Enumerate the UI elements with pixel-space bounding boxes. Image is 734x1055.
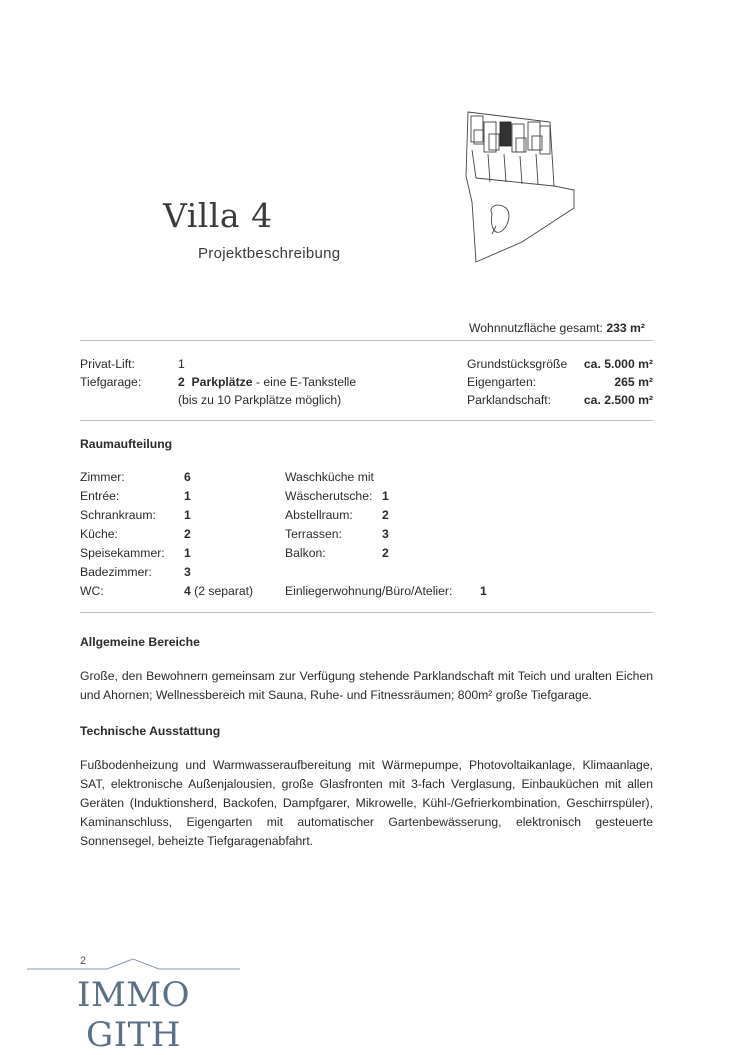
living-area <box>469 321 645 335</box>
garage-value-bold: 2 Parkplätze <box>178 375 253 389</box>
room-label: Balkon: <box>285 546 326 560</box>
room-value-text: 2 <box>184 527 191 541</box>
garage-value-rest: - eine E-Tankstelle <box>252 375 357 389</box>
room-label: Schrankraum: <box>80 508 156 522</box>
park-value-text: ca. 2.500 m² <box>583 393 653 407</box>
page-subtitle: Projektbeschreibung <box>198 245 341 262</box>
tech-text: Fußbodenheizung und Warmwasseraufbereitung mit Wärmepumpe, Photovoltaikanlage, Klimaanlage, SAT, elektronische Außenjalousien, große Glasfronten mit 3-fach Verglasung, Einbauküchen mit allen Geräten (Induktionsherd, Backofen, Dampfgarer, Mikrowelle, Kühl-/Gefrierkombination, Geschirrspüler), Kaminanschluss, Eigengarten mit automatischer Gartenbewässerung, elektronisch gesteuerte Sonnensegel, beheizte Tiefgaragenabfahrt. <box>80 758 653 848</box>
garage-label: Tiefgarage: <box>80 375 142 389</box>
room-value <box>382 527 389 541</box>
divider <box>80 612 653 613</box>
room-value-text: 3 <box>184 565 191 579</box>
room-value <box>184 508 191 522</box>
page-title: Villa 4 <box>163 196 273 235</box>
room-value <box>184 584 253 598</box>
room-value-text: 1 <box>184 508 191 522</box>
room-value-text: 2 <box>382 546 389 560</box>
garage-value <box>178 375 356 389</box>
logo-roof-icon <box>27 955 240 971</box>
rooms-heading: Raumaufteilung <box>80 437 173 451</box>
room-label: Wäscherutsche: <box>285 489 373 503</box>
room-label: Einliegerwohnung/Büro/Atelier: <box>285 584 453 598</box>
room-value <box>382 489 389 503</box>
room-value-text: 2 <box>382 508 389 522</box>
room-label: Badezimmer: <box>80 565 152 579</box>
room-value <box>184 546 191 560</box>
common-heading: Allgemeine Bereiche <box>80 635 200 649</box>
garage-note: (bis zu 10 Parkplätze möglich) <box>178 393 342 407</box>
room-label: Abstellraum: <box>285 508 353 522</box>
room-value-text: 1 <box>480 584 487 598</box>
lift-value: 1 <box>178 357 185 371</box>
park-value <box>560 393 653 407</box>
room-value-text: 1 <box>184 489 191 503</box>
divider <box>80 420 653 421</box>
room-value <box>480 584 487 598</box>
room-label: Speisekammer: <box>80 546 165 560</box>
room-value-text: 4 <box>184 584 191 598</box>
room-label: Entrée: <box>80 489 120 503</box>
divider <box>80 340 653 341</box>
garden-label: Eigengarten: <box>467 375 537 389</box>
living-area-label: Wohnnutzfläche gesamt: <box>469 321 603 335</box>
living-area-value: 233 m² <box>606 321 645 335</box>
garden-value <box>560 375 653 389</box>
room-value-text: 1 <box>382 489 389 503</box>
room-value <box>382 546 389 560</box>
room-label: WC: <box>80 584 104 598</box>
common-text: Große, den Bewohnern gemeinsam zur Verfügung stehende Parklandschaft mit Teich und uralten Eichen und Ahornen; Wellnessbereich mit Sauna, Ruhe- und Fitnessräumen; 800m² große Tiefgarage. <box>80 669 653 702</box>
garden-value-text: 265 m² <box>614 375 653 389</box>
park-label: Parklandschaft: <box>467 393 552 407</box>
room-value <box>184 470 191 484</box>
room-value <box>382 508 389 522</box>
page-number: 2 <box>80 955 87 967</box>
room-value-text: 1 <box>184 546 191 560</box>
plot-size-value-text: ca. 5.000 m² <box>583 357 653 371</box>
lift-label: Privat-Lift: <box>80 357 135 371</box>
room-label: Küche: <box>80 527 118 541</box>
room-label: Waschküche mit <box>285 470 374 484</box>
room-note: (2 separat) <box>190 584 254 598</box>
room-label: Zimmer: <box>80 470 125 484</box>
site-plan-drawing <box>462 110 578 266</box>
plot-size-label: Grundstücksgröße <box>467 357 568 371</box>
room-value-text: 3 <box>382 527 389 541</box>
room-value <box>184 489 191 503</box>
room-value-text: 6 <box>184 470 191 484</box>
company-logo: IMMO GITH <box>77 975 190 1055</box>
room-value <box>184 527 191 541</box>
room-value <box>184 565 191 579</box>
plot-size-value <box>560 357 653 371</box>
room-label: Terrassen: <box>285 527 342 541</box>
tech-heading: Technische Ausstattung <box>80 724 221 738</box>
